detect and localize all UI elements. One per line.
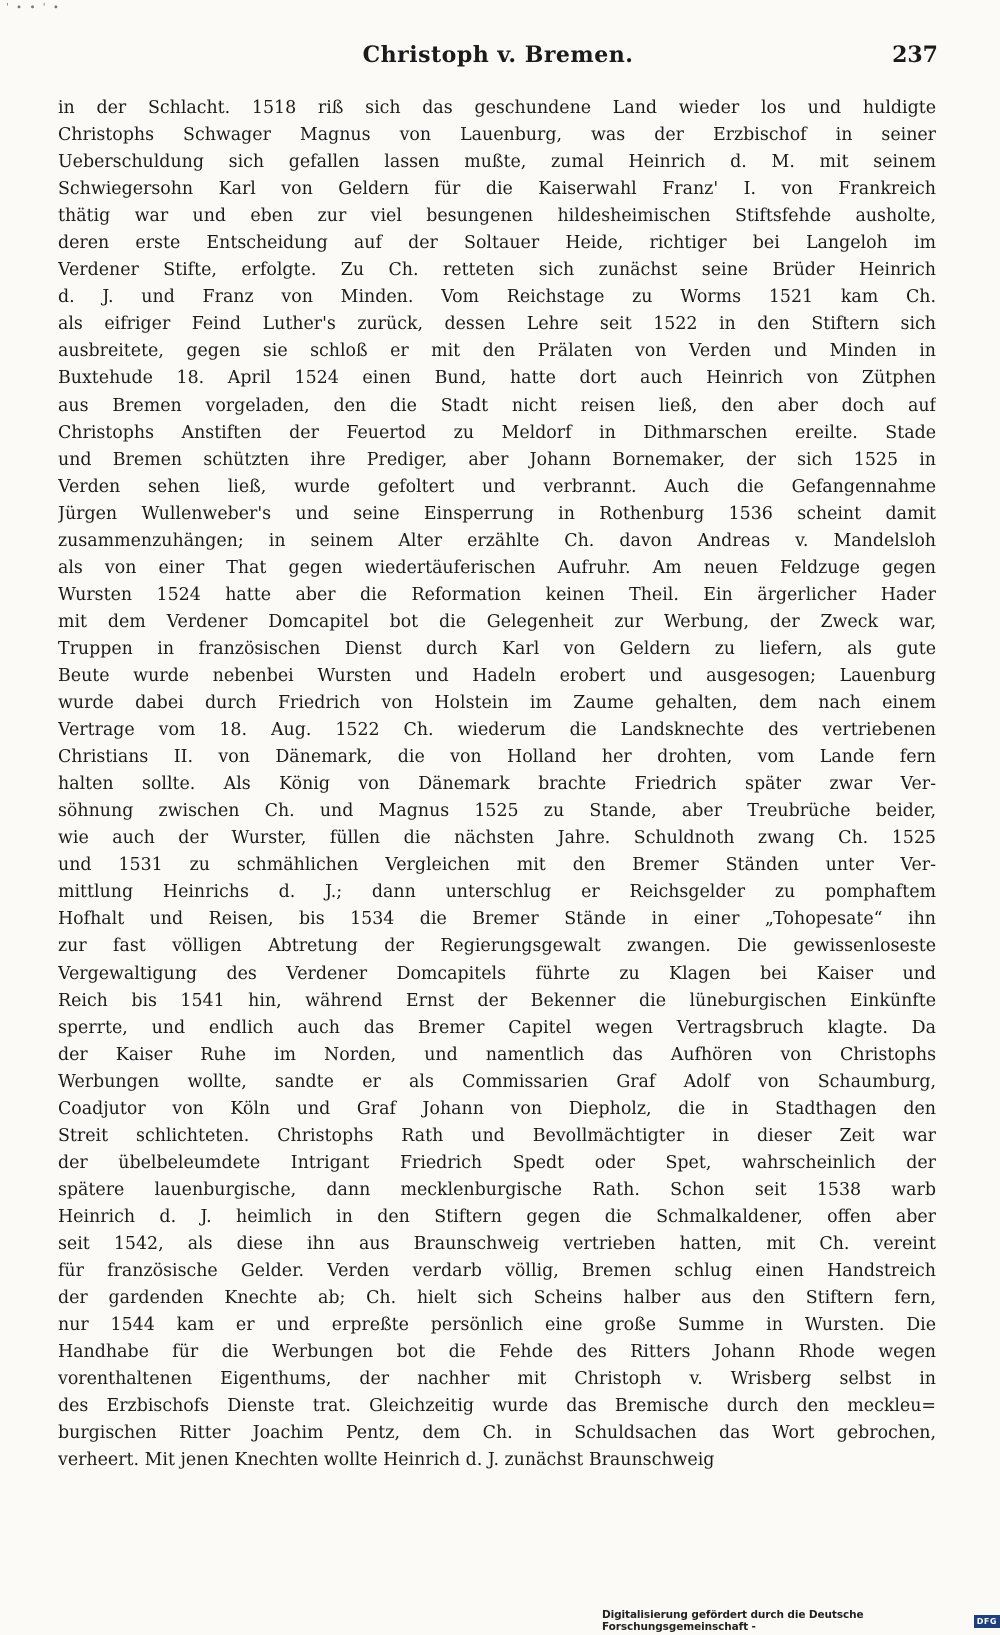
text-line: burgischen Ritter Joachim Pentz, dem Ch. in Schuldsachen das Wort gebrochen, (58, 1423, 936, 1444)
text-line: halten sollte. Als König von Dänemark brachte Friedrich später zwar Ver- (58, 774, 936, 795)
text-line: als von einer That gegen wiedertäuferischen Aufruhr. Am neuen Feldzuge gegen (58, 557, 936, 578)
text-line: seit 1542, als diese ihn aus Braunschweig vertrieben hatten, mit Ch. vereint (58, 1233, 936, 1254)
text-line: Buxtehude 18. April 1524 einen Bund, hatte dort auch Heinrich von Zütphen (58, 368, 936, 389)
text-line: Werbungen wollte, sandte er als Commissarien Graf Adolf von Schaumburg, (58, 1071, 936, 1092)
text-line: Vertrage vom 18. Aug. 1522 Ch. wiederum die Landsknechte des vertriebenen (58, 720, 936, 741)
text-line: Beute wurde nebenbei Wursten und Hadeln erobert und ausgesogen; Lauenburg (58, 665, 936, 686)
text-line: deren erste Entscheidung auf der Soltauer Heide, richtiger bei Langeloh im (58, 233, 936, 254)
text-line: ausbreitete, gegen sie schloß er mit den Prälaten von Verden und Minden in (58, 341, 936, 362)
text-line: für französische Gelder. Verden verdarb völlig, Bremen schlug einen Handstreich (58, 1261, 936, 1282)
text-line: Ueberschuldung sich gefallen lassen mußte, zumal Heinrich d. M. mit seinem (58, 152, 936, 173)
text-line: der gardenden Knechte ab; Ch. hielt sich Scheins halber aus den Stiftern fern, (58, 1288, 936, 1309)
funding-notice: Digitalisierung gefördert durch die Deutsche Forschungsgemeinschaft - (602, 1609, 864, 1633)
text-line: Streit schlichteten. Christophs Rath und Bevollmächtigter in dieser Zeit war (58, 1125, 936, 1146)
text-line: zur fast völligen Abtretung der Regierungsgewalt zwangen. Die gewissenloseste (58, 936, 936, 957)
text-line: und 1531 zu schmählichen Vergleichen mit den Bremer Ständen unter Ver- (58, 855, 936, 876)
scan-corner-marks: ' ∙ ∙ ' ∙ (6, 2, 61, 13)
text-line: d. J. und Franz von Minden. Vom Reichstage zu Worms 1521 kam Ch. (58, 287, 936, 308)
text-line: nur 1544 kam er und erpreßte persönlich eine große Summe in Wursten. Die (58, 1315, 936, 1336)
text-line: zusammenzuhängen; in seinem Alter erzählte Ch. davon Andreas v. Mandelsloh (58, 530, 936, 551)
text-line: Truppen in französischen Dienst durch Karl von Geldern zu liefern, als gute (58, 638, 936, 659)
text-line: und Bremen schützten ihre Prediger, aber Johann Bornemaker, der sich 1525 in (58, 449, 936, 470)
text-line: wurde dabei durch Friedrich von Holstein im Zaume gehalten, dem nach einem (58, 693, 936, 714)
text-line: aus Bremen vorgeladen, den die Stadt nicht reisen ließ, den aber doch auf (58, 395, 936, 416)
text-line: Wursten 1524 hatte aber die Reformation keinen Theil. Ein ärgerlicher Hader (58, 584, 936, 605)
text-line: Hofhalt und Reisen, bis 1534 die Bremer Stände in einer „Tohopesate“ ihn (58, 909, 936, 930)
footer (602, 1609, 1000, 1633)
text-line: Christians II. von Dänemark, die von Holland her drohten, vom Lande fern (58, 747, 936, 768)
text-line: in der Schlacht. 1518 riß sich das geschundene Land wieder los und huldigte (58, 98, 936, 118)
page-number: 237 (892, 42, 938, 68)
text-line: mit dem Verdener Domcapitel bot die Gelegenheit zur Werbung, der Zweck war, (58, 611, 936, 632)
text-line: des Erzbischofs Dienste trat. Gleichzeitig wurde das Bremische durch den meckleu= (58, 1396, 936, 1417)
running-title: Christoph v. Bremen. (362, 42, 634, 68)
text-line: söhnung zwischen Ch. und Magnus 1525 zu Stande, aber Treubrüche beider, (58, 801, 936, 822)
text-line: verheert. Mit jenen Knechten wollte Heinrich d. J. zunächst Braunschweig (58, 1450, 715, 1471)
text-line: sperrte, und endlich auch das Bremer Capitel wegen Vertragsbruch klagte. Da (58, 1017, 936, 1038)
text-line: Handhabe für die Werbungen bot die Fehde des Ritters Johann Rhode wegen (58, 1342, 936, 1363)
text-line: Schwiegersohn Karl von Geldern für die Kaiserwahl Franz' I. von Frankreich (58, 179, 936, 200)
text-line: Christophs Schwager Magnus von Lauenburg, was der Erzbischof in seiner (58, 125, 936, 146)
text-line: vorenthaltenen Eigenthums, der nachher mit Christoph v. Wrisberg selbst in (58, 1369, 936, 1390)
text-line: spätere lauenburgische, dann mecklenburgische Rath. Schon seit 1538 warb (58, 1179, 936, 1200)
text-line: Verdener Stifte, erfolgte. Zu Ch. retteten sich zunächst seine Brüder Heinrich (58, 260, 936, 281)
text-line: Jürgen Wullenweber's und seine Einsperrung in Rothenburg 1536 scheint damit (58, 503, 936, 524)
text-line: als eifriger Feind Luther's zurück, dessen Lehre seit 1522 in den Stiftern sich (58, 314, 936, 335)
text-line: der Kaiser Ruhe im Norden, und namentlich das Aufhören von Christophs (58, 1044, 936, 1065)
text-line: Christophs Anstiften der Feuertod zu Meldorf in Dithmarschen ereilte. Stade (58, 422, 936, 443)
dfg-logo-icon: DFG (974, 1615, 1000, 1628)
text-line: Coadjutor von Köln und Graf Johann von Diepholz, die in Stadthagen den (58, 1098, 936, 1119)
text-line: Reich bis 1541 hin, während Ernst der Bekenner die lüneburgischen Einkünfte (58, 990, 936, 1011)
text-line: thätig war und eben zur viel besungenen hildesheimischen Stiftsfehde ausholte, (58, 206, 936, 227)
text-line: Vergewaltigung des Verdener Domcapitels führte zu Klagen bei Kaiser und (58, 963, 936, 984)
text-line: Verden sehen ließ, wurde gefoltert und verbrannt. Auch die Gefangennahme (58, 476, 936, 497)
text-line: wie auch der Wurster, füllen die nächsten Jahre. Schuldnoth zwang Ch. 1525 (58, 828, 936, 849)
page-header (58, 42, 938, 82)
body-text (58, 95, 936, 1474)
text-line: mittlung Heinrichs d. J.; dann unterschlug er Reichsgelder zu pomphaftem (58, 882, 936, 903)
text-line: der übelbeleumdete Intrigant Friedrich Spedt oder Spet, wahrscheinlich der (58, 1152, 936, 1173)
text-line: Heinrich d. J. heimlich in den Stiftern gegen die Schmalkaldener, offen aber (58, 1206, 936, 1227)
